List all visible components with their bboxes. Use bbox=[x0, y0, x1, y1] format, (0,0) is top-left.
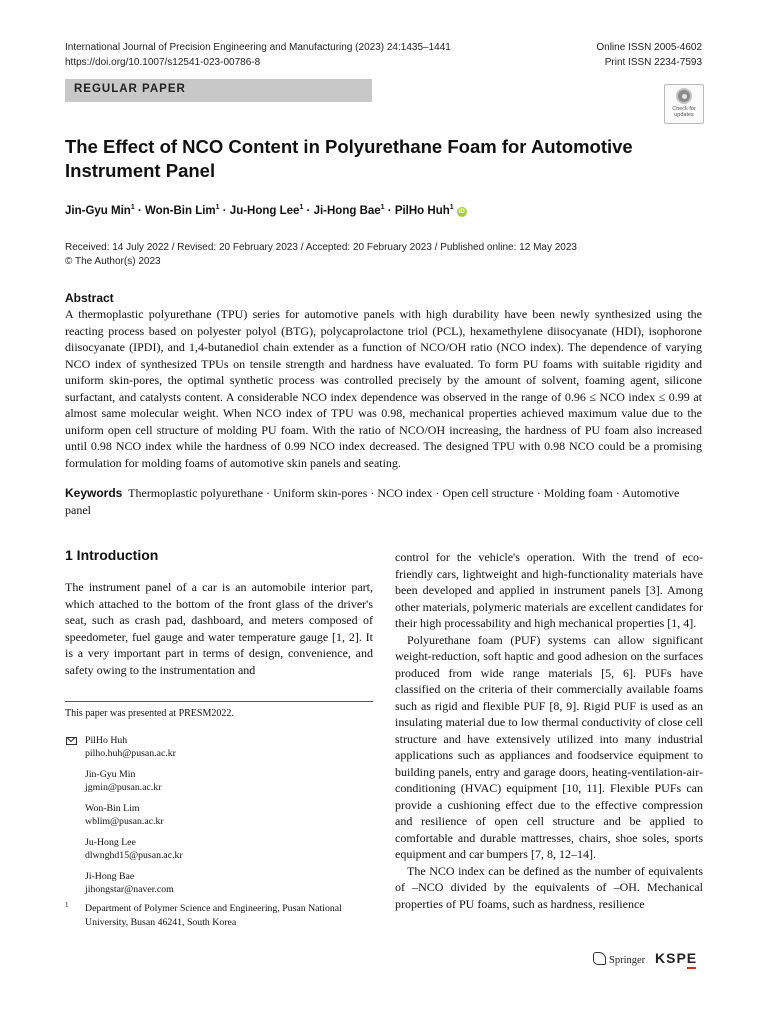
keywords-list: Thermoplastic polyurethane · Uniform skin-pores · NCO index · Open cell structure · Molding foam · Automotive panel bbox=[65, 486, 680, 517]
body-paragraph: control for the vehicle's operation. With the trend of eco-friendly cars, lightweight and high-functionality materials have been developed and applied in instrument panels [3]. Among other materials, polymeric materials are excellent candidates for their high processability and high mechanical properties [1, 4]. bbox=[395, 550, 703, 630]
abstract-text: A thermoplastic polyurethane (TPU) series for automotive panels with high durability have been newly synthesized using the reacting process based on polyester polyol (BTG), polycaprolactone triol (PCL), hexamethylene diisocyanate (HDI), isophorone diisocyanate (IPDI), and 1,4-butanediol chain extender as a function of NCO/OH ratio (NCO index). The dependence of varying NCO index of synthesized TPUs on tensile strength and hardness have evaluated. To form PU foams with suitable rigidity and uniform skin-pores, the optimal synthetic process was controlled precisely by the amount of solvent, foaming agent, silicone surfactant, and catalysts content. A considerable NCO index dependence was observed in the range of 0.96 ≤ NCO index ≤ 0.99 at almost same molecular weight. When NCO index of TPU was 0.98, mechanical properties achieved maximum value due to the uniform open cell structure of molding PU foam. With the ratio of NCO/OH increasing, the hardness of PU foam also increased until 0.98 NCO index while the hardness of 0.99 NCO index decreased. The designed TPU with 0.98 NCO could be a promising formulation for molding foams of automotive skin panels and seating. bbox=[65, 307, 702, 470]
journal-citation: International Journal of Precision Engineering and Manufacturing (2023) 24:1435–1441 bbox=[65, 42, 451, 53]
author-name[interactable]: PilHo Huh$^1$ bbox=[394, 204, 454, 217]
orcid-icon[interactable]: iD bbox=[458, 208, 465, 215]
keywords-block bbox=[65, 485, 702, 518]
affiliation-footnote bbox=[65, 902, 373, 929]
author-contacts bbox=[65, 734, 183, 904]
author-list bbox=[65, 204, 467, 217]
publication-history bbox=[65, 241, 577, 269]
history-dates: Received: 14 July 2022 / Revised: 20 February 2023 / Accepted: 20 February 2023 / Published online: 12 May 2023 bbox=[65, 242, 577, 253]
article-type-label: REGULAR PAPER bbox=[74, 83, 186, 95]
author-contact bbox=[65, 870, 183, 896]
affiliation-text: Department of Polymer Science and Engineering, Pusan National University, Busan 46241, South Korea bbox=[85, 903, 342, 928]
author-contact bbox=[65, 768, 183, 794]
article-type-banner bbox=[65, 79, 372, 102]
kspe-wordmark: KSPE bbox=[655, 950, 698, 966]
kspe-logo bbox=[655, 950, 697, 966]
springer-wordmark: Springer bbox=[609, 955, 646, 966]
body-paragraph: Polyurethane foam (PUF) systems can allow significant weight-reduction, soft haptic and good adhesion on the surfaces produced from wide range materials [5, 6]. PUFs have classified on the criteria of their commercially available foams such as rigid and flexible PUF [8, 9]. Rigid PUF is used as an insulating material due to low thermal conductivity of close cell structure and have extensively utilized into many industrial applications such as appliances and foodservice equipment to building panels, entry and garage doors, heating-ventilation-air-conditioning (HVAC) equipment [10, 11]. Flexible PUFs can provide a cushioning effect due to the effective compression and resilience of open cell structure and be applied to comfortable and durable mattresses, chairs, shoe soles, sports equipment and car bumpers [7, 8, 12–14]. bbox=[395, 632, 703, 861]
body-column-left bbox=[65, 579, 373, 678]
footnote-divider bbox=[65, 701, 373, 702]
contact-name: Jin-Gyu Min bbox=[85, 768, 136, 780]
presentation-note: This paper was presented at PRESM2022. bbox=[65, 708, 234, 719]
journal-header bbox=[65, 40, 451, 70]
author-name[interactable]: Ji-Hong Bae$^1$ bbox=[313, 204, 385, 217]
paper-title: The Effect of NCO Content in Polyurethane Foam for Automotive Instrument Panel bbox=[65, 136, 633, 181]
contact-email[interactable]: jihongstar@naver.com bbox=[85, 883, 174, 895]
kspe-accent-mark bbox=[687, 967, 696, 969]
online-issn: Online ISSN 2005-4602 bbox=[596, 42, 702, 53]
keywords-heading: Keywords bbox=[65, 486, 123, 500]
contact-name: Ji-Hong Bae bbox=[85, 870, 135, 882]
corresponding-author-contact bbox=[65, 734, 183, 760]
author-name[interactable]: Won-Bin Lim$^1$ bbox=[144, 204, 220, 217]
contact-email[interactable]: pilho.huh@pusan.ac.kr bbox=[85, 748, 176, 760]
check-for-updates-badge[interactable] bbox=[664, 84, 704, 124]
contact-name: Ju-Hong Lee bbox=[85, 836, 136, 848]
springer-horse-icon bbox=[593, 952, 606, 965]
author-separator: · bbox=[384, 204, 395, 217]
body-column-right bbox=[395, 549, 703, 912]
copyright-line: © The Author(s) 2023 bbox=[65, 256, 161, 267]
author-name[interactable]: Ju-Hong Lee$^1$ bbox=[229, 204, 304, 217]
envelope-icon bbox=[66, 737, 77, 745]
springer-logo bbox=[593, 952, 645, 966]
contact-email[interactable]: jgmin@pusan.ac.kr bbox=[85, 782, 162, 794]
author-contact bbox=[65, 802, 183, 828]
body-paragraph: The instrument panel of a car is an automobile interior part, which attached to the bottom of the front glass of the driver's seat, such as crash pad, dashboard, and meters composed of speedometer, fuel gauge and water temperature gauge [1, 2]. It is a very important part in terms of design, convenience, and safety owing to the instrumentation and bbox=[65, 580, 373, 677]
affiliation-mark: 1 bbox=[65, 901, 69, 909]
author-contact bbox=[65, 836, 183, 862]
author-name[interactable]: Jin-Gyu Min$^1$ bbox=[65, 204, 135, 217]
section-heading: 1 Introduction bbox=[65, 547, 159, 563]
contact-name: PilHo Huh bbox=[85, 735, 128, 746]
abstract-heading: Abstract bbox=[65, 291, 114, 305]
author-separator: · bbox=[134, 204, 145, 217]
author-separator: · bbox=[303, 204, 314, 217]
doi-link[interactable]: https://doi.org/10.1007/s12541-023-00786-8 bbox=[65, 57, 261, 68]
crossmark-label: Check for updates bbox=[672, 106, 696, 118]
crossmark-icon bbox=[676, 88, 692, 104]
print-issn: Print ISSN 2234-7593 bbox=[604, 57, 702, 68]
author-separator: · bbox=[219, 204, 230, 217]
contact-email[interactable]: dlwnghd15@pusan.ac.kr bbox=[85, 849, 183, 861]
contact-email[interactable]: wblim@pusan.ac.kr bbox=[85, 816, 164, 828]
issn-block bbox=[596, 40, 702, 70]
contact-name: Won-Bin Lim bbox=[85, 802, 140, 814]
body-paragraph: The NCO index can be defined as the number of equivalents of –NCO divided by the equivalents of –OH. Mechanical properties of PU foams, such as hardness, resilience bbox=[395, 863, 703, 911]
